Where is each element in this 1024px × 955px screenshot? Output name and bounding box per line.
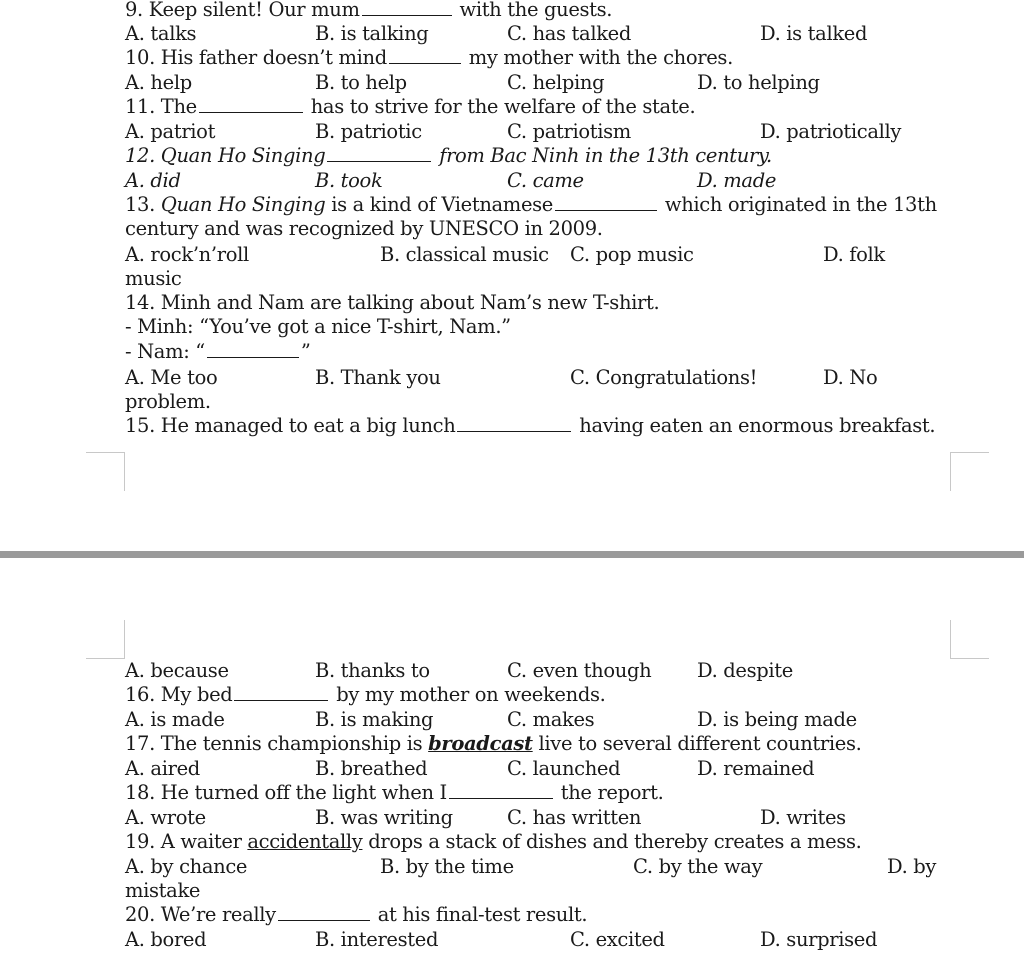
q16-post: by my mother on weekends. bbox=[330, 683, 606, 706]
q13-stem bbox=[125, 193, 937, 217]
q18-option-b[interactable]: B. was writing bbox=[315, 806, 453, 829]
q13-option-c[interactable]: C. pop music bbox=[570, 243, 694, 266]
q14-nam-post: ” bbox=[300, 340, 311, 363]
q10-option-c[interactable]: C. helping bbox=[507, 71, 605, 94]
q18-option-c[interactable]: C. has written bbox=[507, 806, 642, 829]
q11-option-a[interactable]: A. patriot bbox=[125, 120, 216, 143]
q13-stem-line2: century and was recognized by UNESCO in 2009. bbox=[125, 217, 603, 240]
q14-minh-line: - Minh: “You’ve got a nice T-shirt, Nam.” bbox=[125, 315, 511, 338]
q15-blank[interactable] bbox=[457, 415, 571, 432]
page2-corner-right bbox=[950, 620, 989, 659]
q13-post: which originated in the 13th bbox=[659, 193, 937, 216]
q9-option-c[interactable]: C. has talked bbox=[507, 22, 631, 45]
q11-option-d[interactable]: D. patriotically bbox=[760, 120, 902, 143]
q14-blank[interactable] bbox=[207, 341, 299, 358]
q17-stem bbox=[125, 732, 861, 756]
q18-pre: 18. He turned off the light when I bbox=[125, 781, 447, 804]
q14-option-b[interactable]: B. Thank you bbox=[315, 366, 441, 389]
q9-blank[interactable] bbox=[362, 0, 452, 16]
q15-option-d[interactable]: D. despite bbox=[697, 659, 793, 682]
q15-option-b[interactable]: B. thanks to bbox=[315, 659, 430, 682]
q14-option-c[interactable]: C. Congratulations! bbox=[570, 366, 758, 389]
q11-option-c[interactable]: C. patriotism bbox=[507, 120, 631, 143]
page2-corner-left bbox=[86, 620, 125, 659]
q10-stem bbox=[125, 46, 733, 70]
q12-blank[interactable] bbox=[327, 145, 431, 162]
q10-option-b[interactable]: B. to help bbox=[315, 71, 407, 94]
q9-option-a[interactable]: A. talks bbox=[125, 22, 197, 45]
q18-option-d[interactable]: D. writes bbox=[760, 806, 846, 829]
q10-option-d[interactable]: D. to helping bbox=[697, 71, 820, 94]
q11-blank[interactable] bbox=[199, 96, 303, 113]
q13-option-b[interactable]: B. classical music bbox=[380, 243, 549, 266]
q15-option-a[interactable]: A. because bbox=[125, 659, 229, 682]
q17-option-d[interactable]: D. remained bbox=[697, 757, 815, 780]
q14-option-d-wrap: problem. bbox=[125, 390, 211, 413]
q20-pre: 20. We’re really bbox=[125, 903, 276, 926]
q16-option-b[interactable]: B. is making bbox=[315, 708, 434, 731]
q13-option-d[interactable]: D. folk bbox=[823, 243, 885, 266]
q17-option-b[interactable]: B. breathed bbox=[315, 757, 428, 780]
q9-pre: 9. Keep silent! Our mum bbox=[125, 0, 360, 21]
q19-option-b[interactable]: B. by the time bbox=[380, 855, 514, 878]
q20-option-b[interactable]: B. interested bbox=[315, 928, 439, 951]
q20-blank[interactable] bbox=[278, 904, 370, 921]
q11-post: has to strive for the welfare of the state. bbox=[304, 95, 696, 118]
q9-option-b[interactable]: B. is talking bbox=[315, 22, 429, 45]
q16-option-d[interactable]: D. is being made bbox=[697, 708, 857, 731]
q19-keyword: accidentally bbox=[247, 830, 363, 853]
q19-option-d-wrap: mistake bbox=[125, 879, 201, 902]
q13-number: 13. bbox=[125, 193, 161, 216]
q20-stem bbox=[125, 903, 587, 927]
q18-post: the report. bbox=[554, 781, 664, 804]
q19-option-a[interactable]: A. by chance bbox=[125, 855, 248, 878]
q16-stem bbox=[125, 683, 605, 707]
q14-option-a[interactable]: A. Me too bbox=[125, 366, 218, 389]
page1-corner-right bbox=[950, 452, 989, 491]
q14-stem: 14. Minh and Nam are talking about Nam’s new T-shirt. bbox=[125, 291, 660, 314]
q18-option-a[interactable]: A. wrote bbox=[125, 806, 206, 829]
q17-post: live to several different countries. bbox=[532, 732, 862, 755]
q17-option-a[interactable]: A. aired bbox=[125, 757, 200, 780]
q18-stem bbox=[125, 781, 663, 805]
q19-pre: 19. A waiter bbox=[125, 830, 248, 853]
q14-option-d[interactable]: D. No bbox=[823, 366, 878, 389]
q12-option-d[interactable]: D. made bbox=[697, 169, 777, 192]
q16-blank[interactable] bbox=[234, 684, 328, 701]
q19-option-c[interactable]: C. by the way bbox=[633, 855, 763, 878]
q16-option-a[interactable]: A. is made bbox=[125, 708, 225, 731]
q15-pre: 15. He managed to eat a big lunch bbox=[125, 414, 456, 437]
q17-option-c[interactable]: C. launched bbox=[507, 757, 621, 780]
q11-option-b[interactable]: B. patriotic bbox=[315, 120, 422, 143]
q17-pre: 17. The tennis championship is bbox=[125, 732, 429, 755]
q14-nam-pre: - Nam: “ bbox=[125, 340, 205, 363]
q15-stem bbox=[125, 414, 935, 438]
q19-post: drops a stack of dishes and thereby creates a mess. bbox=[362, 830, 862, 853]
q13-option-a[interactable]: A. rock’n’roll bbox=[125, 243, 249, 266]
q12-pre: 12. Quan Ho Singing bbox=[125, 144, 326, 167]
q18-blank[interactable] bbox=[449, 782, 553, 799]
q10-pre: 10. His father doesn’t mind bbox=[125, 46, 387, 69]
q13-blank[interactable] bbox=[555, 194, 657, 211]
q20-post: at his final-test result. bbox=[371, 903, 588, 926]
q13-pre: is a kind of Vietnamese bbox=[325, 193, 553, 216]
q20-option-c[interactable]: C. excited bbox=[570, 928, 665, 951]
q9-post: with the guests. bbox=[453, 0, 613, 21]
page1-corner-left bbox=[86, 452, 125, 491]
q10-blank[interactable] bbox=[389, 47, 461, 64]
q11-stem bbox=[125, 95, 695, 119]
q13-option-d-wrap: music bbox=[125, 267, 182, 290]
q9-option-d[interactable]: D. is talked bbox=[760, 22, 868, 45]
q10-post: my mother with the chores. bbox=[462, 46, 733, 69]
q16-option-c[interactable]: C. makes bbox=[507, 708, 595, 731]
q12-option-b[interactable]: B. took bbox=[315, 169, 383, 192]
q12-option-a[interactable]: A. did bbox=[125, 169, 181, 192]
q14-nam-line bbox=[125, 340, 311, 364]
q12-stem bbox=[125, 144, 772, 168]
q19-stem bbox=[125, 830, 862, 854]
q15-post: having eaten an enormous breakfast. bbox=[573, 414, 936, 437]
q10-option-a[interactable]: A. help bbox=[125, 71, 192, 94]
q12-post: from Bac Ninh in the 13th century. bbox=[433, 144, 772, 167]
q20-option-a[interactable]: A. bored bbox=[125, 928, 207, 951]
q12-option-c[interactable]: C. came bbox=[507, 169, 584, 192]
q17-keyword: broadcast bbox=[428, 732, 533, 755]
q15-option-c[interactable]: C. even though bbox=[507, 659, 652, 682]
q16-pre: 16. My bed bbox=[125, 683, 233, 706]
q9-stem bbox=[125, 0, 612, 22]
page-break bbox=[0, 551, 1024, 558]
q20-option-d[interactable]: D. surprised bbox=[760, 928, 878, 951]
q19-option-d[interactable]: D. by bbox=[887, 855, 937, 878]
q13-term: Quan Ho Singing bbox=[160, 193, 326, 216]
q11-pre: 11. The bbox=[125, 95, 197, 118]
